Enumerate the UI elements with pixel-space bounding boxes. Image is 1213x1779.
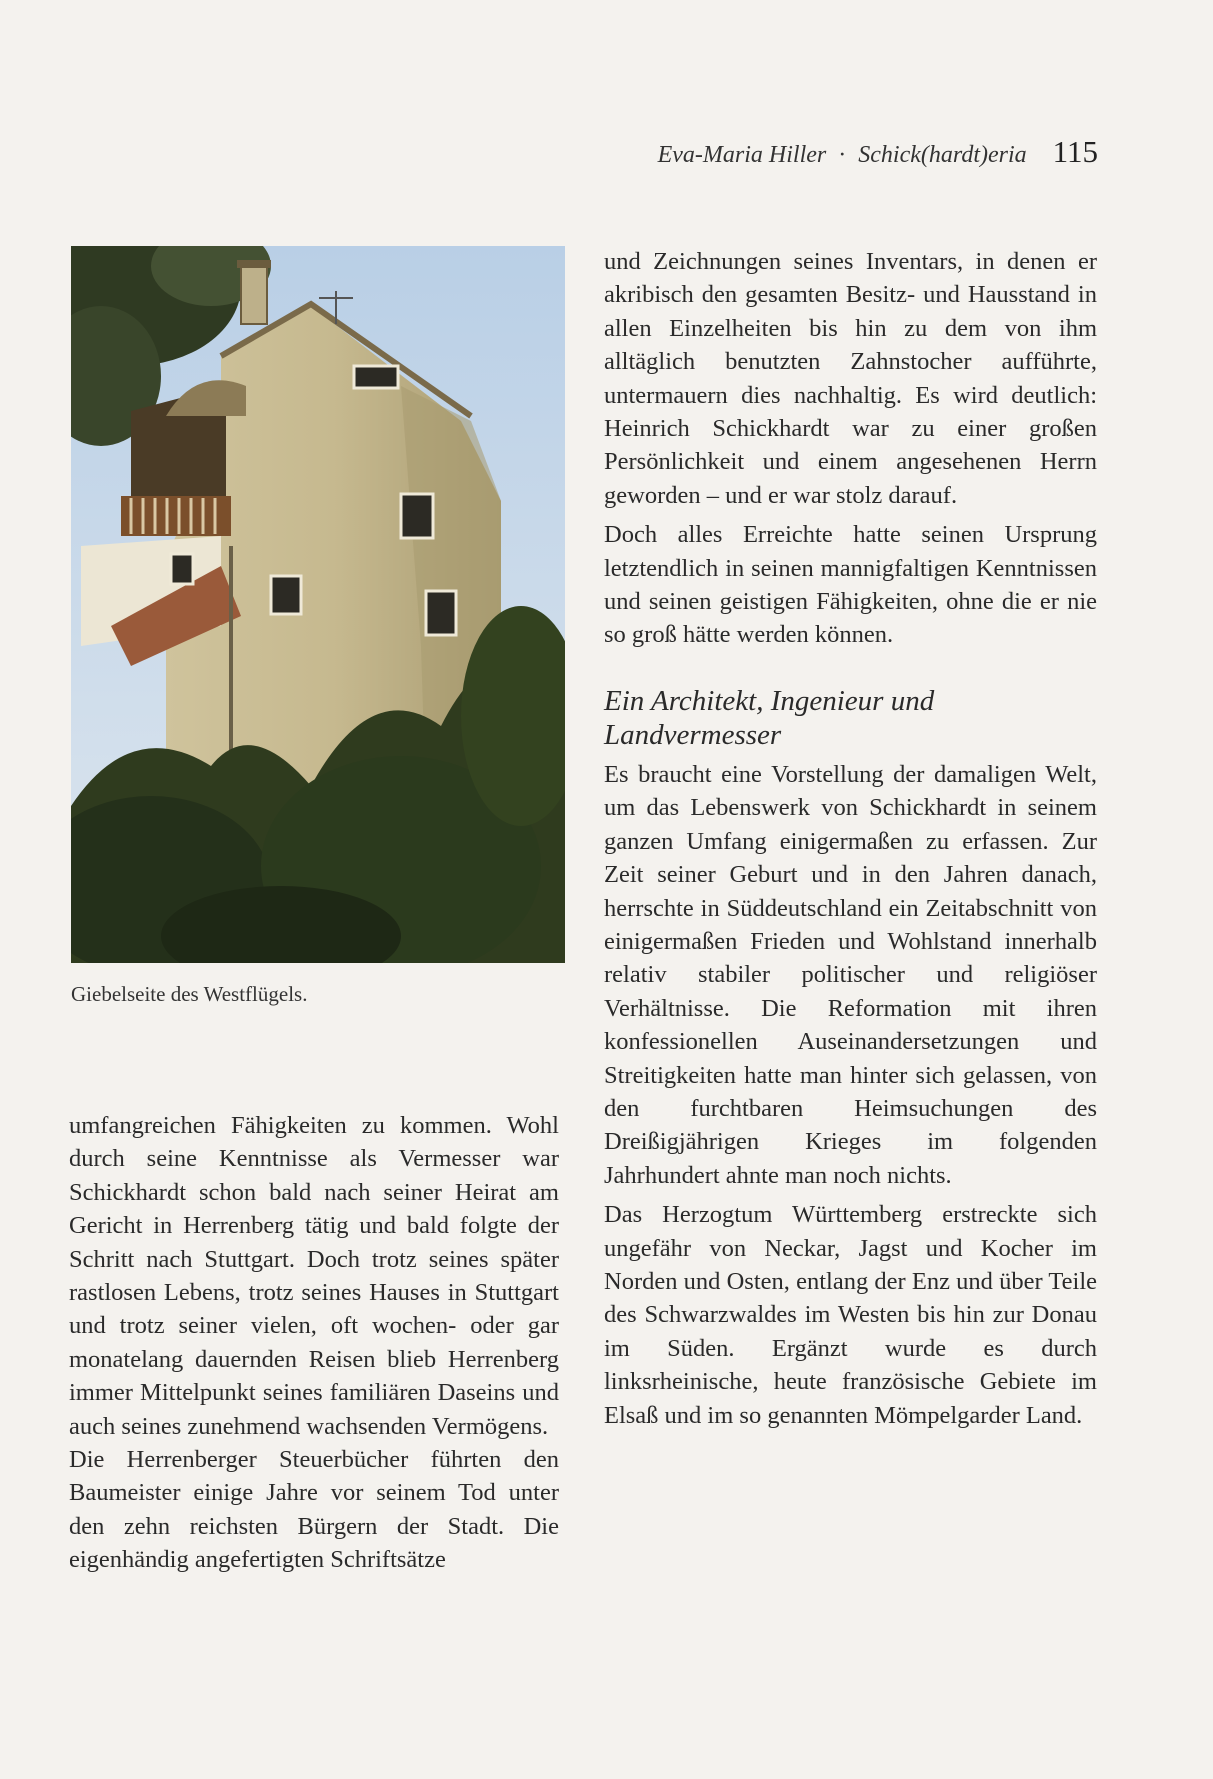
section-heading: Ein Architekt, Ingenieur und Landvermesser xyxy=(604,684,935,751)
running-head-separator: · xyxy=(838,142,847,168)
running-head-title: Schick(hardt)eria xyxy=(858,142,1027,168)
building-photo xyxy=(71,246,565,963)
body-paragraph: umfangreichen Fähigkeiten zu kommen. Wohl durch seine Kenntnisse als Vermesser war Schickhardt schon bald nach seiner Heirat am Gericht in Herrenberg tätig und bald folgte der Schritt nach Stuttgart. Doch trotz seines später rastlosen Lebens, trotz seines Hauses in Stuttgart und trotz seiner vielen, oft wochen- oder gar monatelang dauernden Reisen blieb Herrenberg immer Mittelpunkt seines familiären Daseins und auch seines zunehmend wachsenden Vermögens. xyxy=(69,1112,559,1440)
left-column xyxy=(69,1109,559,1577)
right-column xyxy=(604,245,1097,1432)
body-paragraph: Es braucht eine Vorstellung der damaligen Welt, um das Lebenswerk von Schickhardt in seinem ganzen Umfang einigermaßen zu erfassen. Zur Zeit seiner Geburt und in den Jahren danach, herrschte in Süddeutschland ein Zeitabschnitt von einigermaßen Frieden und Wohlstand innerhalb relativ stabiler politischer und religiöser Verhältnisse. Die Reformation mit ihren konfessionellen Auseinandersetzungen und Streitigkeiten hatte man hinter sich gelassen, von den furchtbaren Heimsuchungen des Dreißigjährigen Krieges im folgenden Jahrhundert ahnte man noch nichts. xyxy=(604,760,1097,1189)
running-head-author: Eva-Maria Hiller xyxy=(657,142,827,168)
body-paragraph: Das Herzogtum Württemberg erstreckte sich ungefähr von Neckar, Jagst und Kocher im Norden und Osten, entlang der Enz und über Teile des Schwarzwaldes im Westen bis hin zur Donau im Süden. Ergänzt wurde es durch linksrheinische, heute französische Gebiete im Elsaß und im so genannten Mömpelgarder Land. xyxy=(604,1201,1097,1429)
body-paragraph: Die Herrenberger Steuerbücher führten den Baumeister einige Jahre vor seinem Tod unter den zehn reichsten Bürgern der Stadt. Die eigenhändig angefertigten Schriftsätze xyxy=(69,1446,559,1574)
figure-caption: Giebelseite des Westflügels. xyxy=(71,982,308,1006)
photo-illustration xyxy=(71,246,565,963)
body-paragraph: Doch alles Erreichte hatte seinen Ursprung letztendlich in seinen mannigfaltigen Kenntnissen und seinen geistigen Fähigkeiten, ohne die er nie so groß hätte werden können. xyxy=(604,521,1097,649)
page-number: 115 xyxy=(1052,134,1098,169)
running-head xyxy=(560,134,1098,170)
body-paragraph: und Zeichnungen seines Inventars, in denen er akribisch den gesamten Besitz- und Hausstand in allen Einzelheiten bis hin zu dem von ihm alltäglich benutzten Zahnstocher aufführte, untermauern dies nachhaltig. Es wird deutlich: Heinrich Schickhardt war zu einer großen Persönlichkeit und einem angesehenen Herrn geworden – und er war stolz darauf. xyxy=(604,248,1097,509)
